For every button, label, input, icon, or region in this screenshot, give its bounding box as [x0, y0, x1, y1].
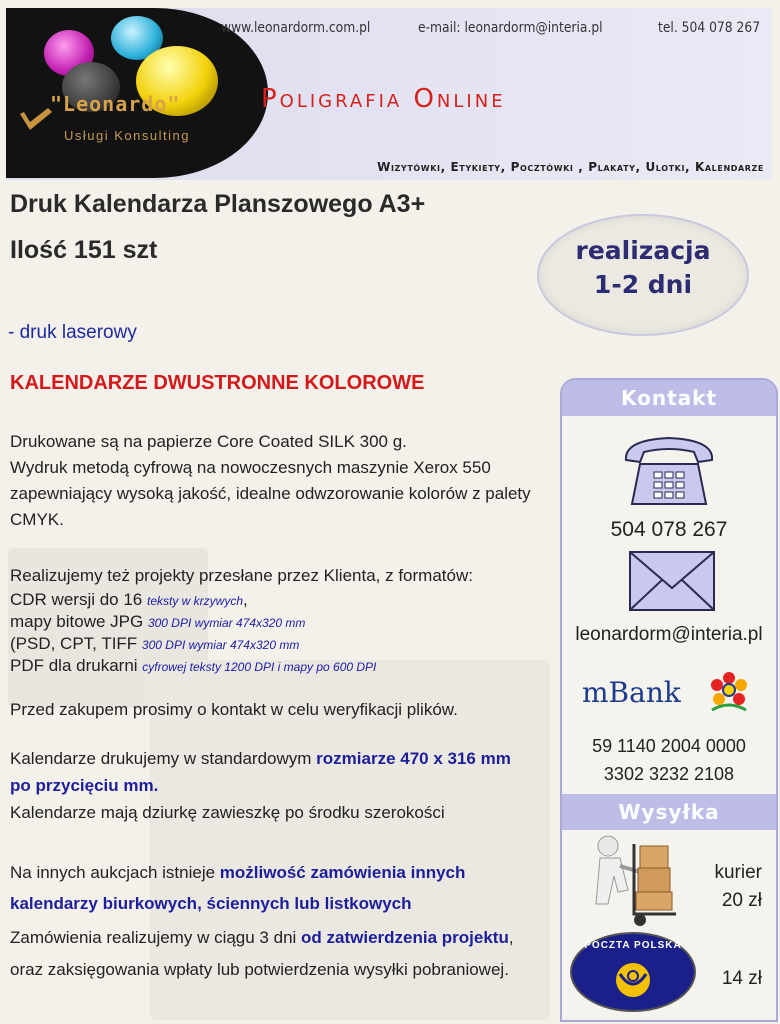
orders-bold: od zatwierdzenia projektu [301, 928, 509, 947]
orders-punct: , [508, 928, 514, 947]
format-line [10, 611, 305, 634]
quantity-title: Ilość 151 szt [10, 236, 158, 264]
bank-account-line: 59 1140 2004 0000 [592, 736, 746, 756]
logo-name: "Leonardo" [50, 92, 181, 116]
courier-label: kurier [714, 862, 762, 883]
mbank-flower-icon [708, 670, 750, 712]
header-products: Wizytówki, Etykiety, Pocztówki , Plakaty, Ulotki, Kalendarze [377, 160, 764, 174]
other-bold: kalendarzy biurkowych, ściennych lub listkowych [10, 894, 412, 913]
projects-intro: Realizujemy też projekty przesłane przez Klienta, z formatów: [10, 566, 473, 585]
format-note: 300 DPI wymiar 474x320 mm [141, 638, 300, 652]
format-line [10, 655, 376, 678]
contact-email[interactable]: leonardorm@interia.pl [575, 624, 763, 645]
shipping-heading: Wysyłka [562, 794, 776, 830]
format-name: mapy bitowe JPG [10, 612, 148, 631]
bank-account-line: 3302 3232 2108 [603, 764, 735, 784]
size-text: Kalendarze drukujemy w standardowym [10, 749, 317, 768]
other-text: Na innych aukcjach istnieje [10, 863, 220, 882]
payment-text: oraz zaksięgowania wpłaty lub potwierdzenia wysyłki pobraniowej. [10, 960, 509, 979]
size-line [10, 746, 511, 772]
size-line-2 [10, 773, 158, 799]
checkmark-logo-icon [18, 100, 54, 136]
other-line-2 [10, 891, 412, 917]
header-email[interactable]: e-mail: leonardorm@interia.pl [418, 20, 603, 36]
header-title: Poligrafia Online [261, 84, 506, 114]
contact-phone[interactable]: 504 078 267 [610, 518, 728, 541]
realization-days: 1-2 dni [593, 270, 693, 299]
courier-delivery-icon [588, 832, 688, 930]
contact-panel [560, 378, 778, 1022]
poczta-polska-text: POCZTA POLSKA [584, 940, 682, 951]
desc-line: zapewniający wysoką jakość, idealne odwzorowanie kolorów z palety [10, 484, 531, 503]
desc-line: CMYK. [10, 510, 64, 529]
format-punct: , [243, 590, 248, 609]
section-heading: KALENDARZE DWUSTRONNE KOLOROWE [10, 372, 425, 394]
header-banner [6, 8, 772, 180]
orders-line [10, 925, 514, 951]
header-phone: tel. 504 078 267 [658, 20, 761, 36]
post-price: 14 zł [721, 968, 762, 989]
mbank-logo: mBank [582, 676, 681, 709]
format-name: (PSD, CPT, TIFF [10, 634, 142, 653]
print-type: - druk laserowy [8, 322, 137, 343]
realization-label: realizacja [575, 236, 711, 265]
format-note: 300 DPI wymiar 474x320 mm [147, 616, 306, 630]
format-line [10, 633, 299, 656]
orders-text: Zamówienia realizujemy w ciągu 3 dni [10, 928, 302, 947]
other-line [10, 860, 465, 886]
contact-request: Przed zakupem prosimy o kontakt w celu weryfikacji plików. [10, 700, 458, 719]
format-note: cyfrowej teksty 1200 DPI i mapy po 600 DPI [142, 660, 377, 674]
post-horn-icon [612, 960, 654, 1000]
desc-line: Drukowane są na papierze Core Coated SILK 300 g. [10, 432, 407, 451]
logo-subtitle: Usługi Konsulting [64, 128, 190, 143]
format-line [10, 589, 248, 612]
format-name: CDR wersji do 16 [10, 590, 147, 609]
courier-price: 20 zł [721, 890, 762, 911]
poczta-polska-logo [570, 932, 696, 1012]
envelope-icon [628, 550, 716, 612]
telephone-icon [620, 432, 718, 508]
other-bold: możliwość zamówienia innych [219, 863, 466, 882]
website-link[interactable]: www.leonardorm.com.pl [221, 20, 371, 36]
realization-badge [537, 214, 749, 336]
desc-line: Wydruk metodą cyfrową na nowoczesnych maszynie Xerox 550 [10, 458, 491, 477]
size-bold: po przycięciu mm. [10, 776, 159, 795]
size-bold: rozmiarze 470 x 316 mm [316, 749, 511, 768]
hole-text: Kalendarze mają dziurkę zawieszkę po środku szerokości [10, 803, 445, 822]
contact-heading: Kontakt [562, 380, 776, 416]
format-name: PDF dla drukarni [10, 656, 143, 675]
page-title: Druk Kalendarza Planszowego A3+ [10, 190, 426, 218]
format-note: teksty w krzywych [147, 594, 244, 608]
